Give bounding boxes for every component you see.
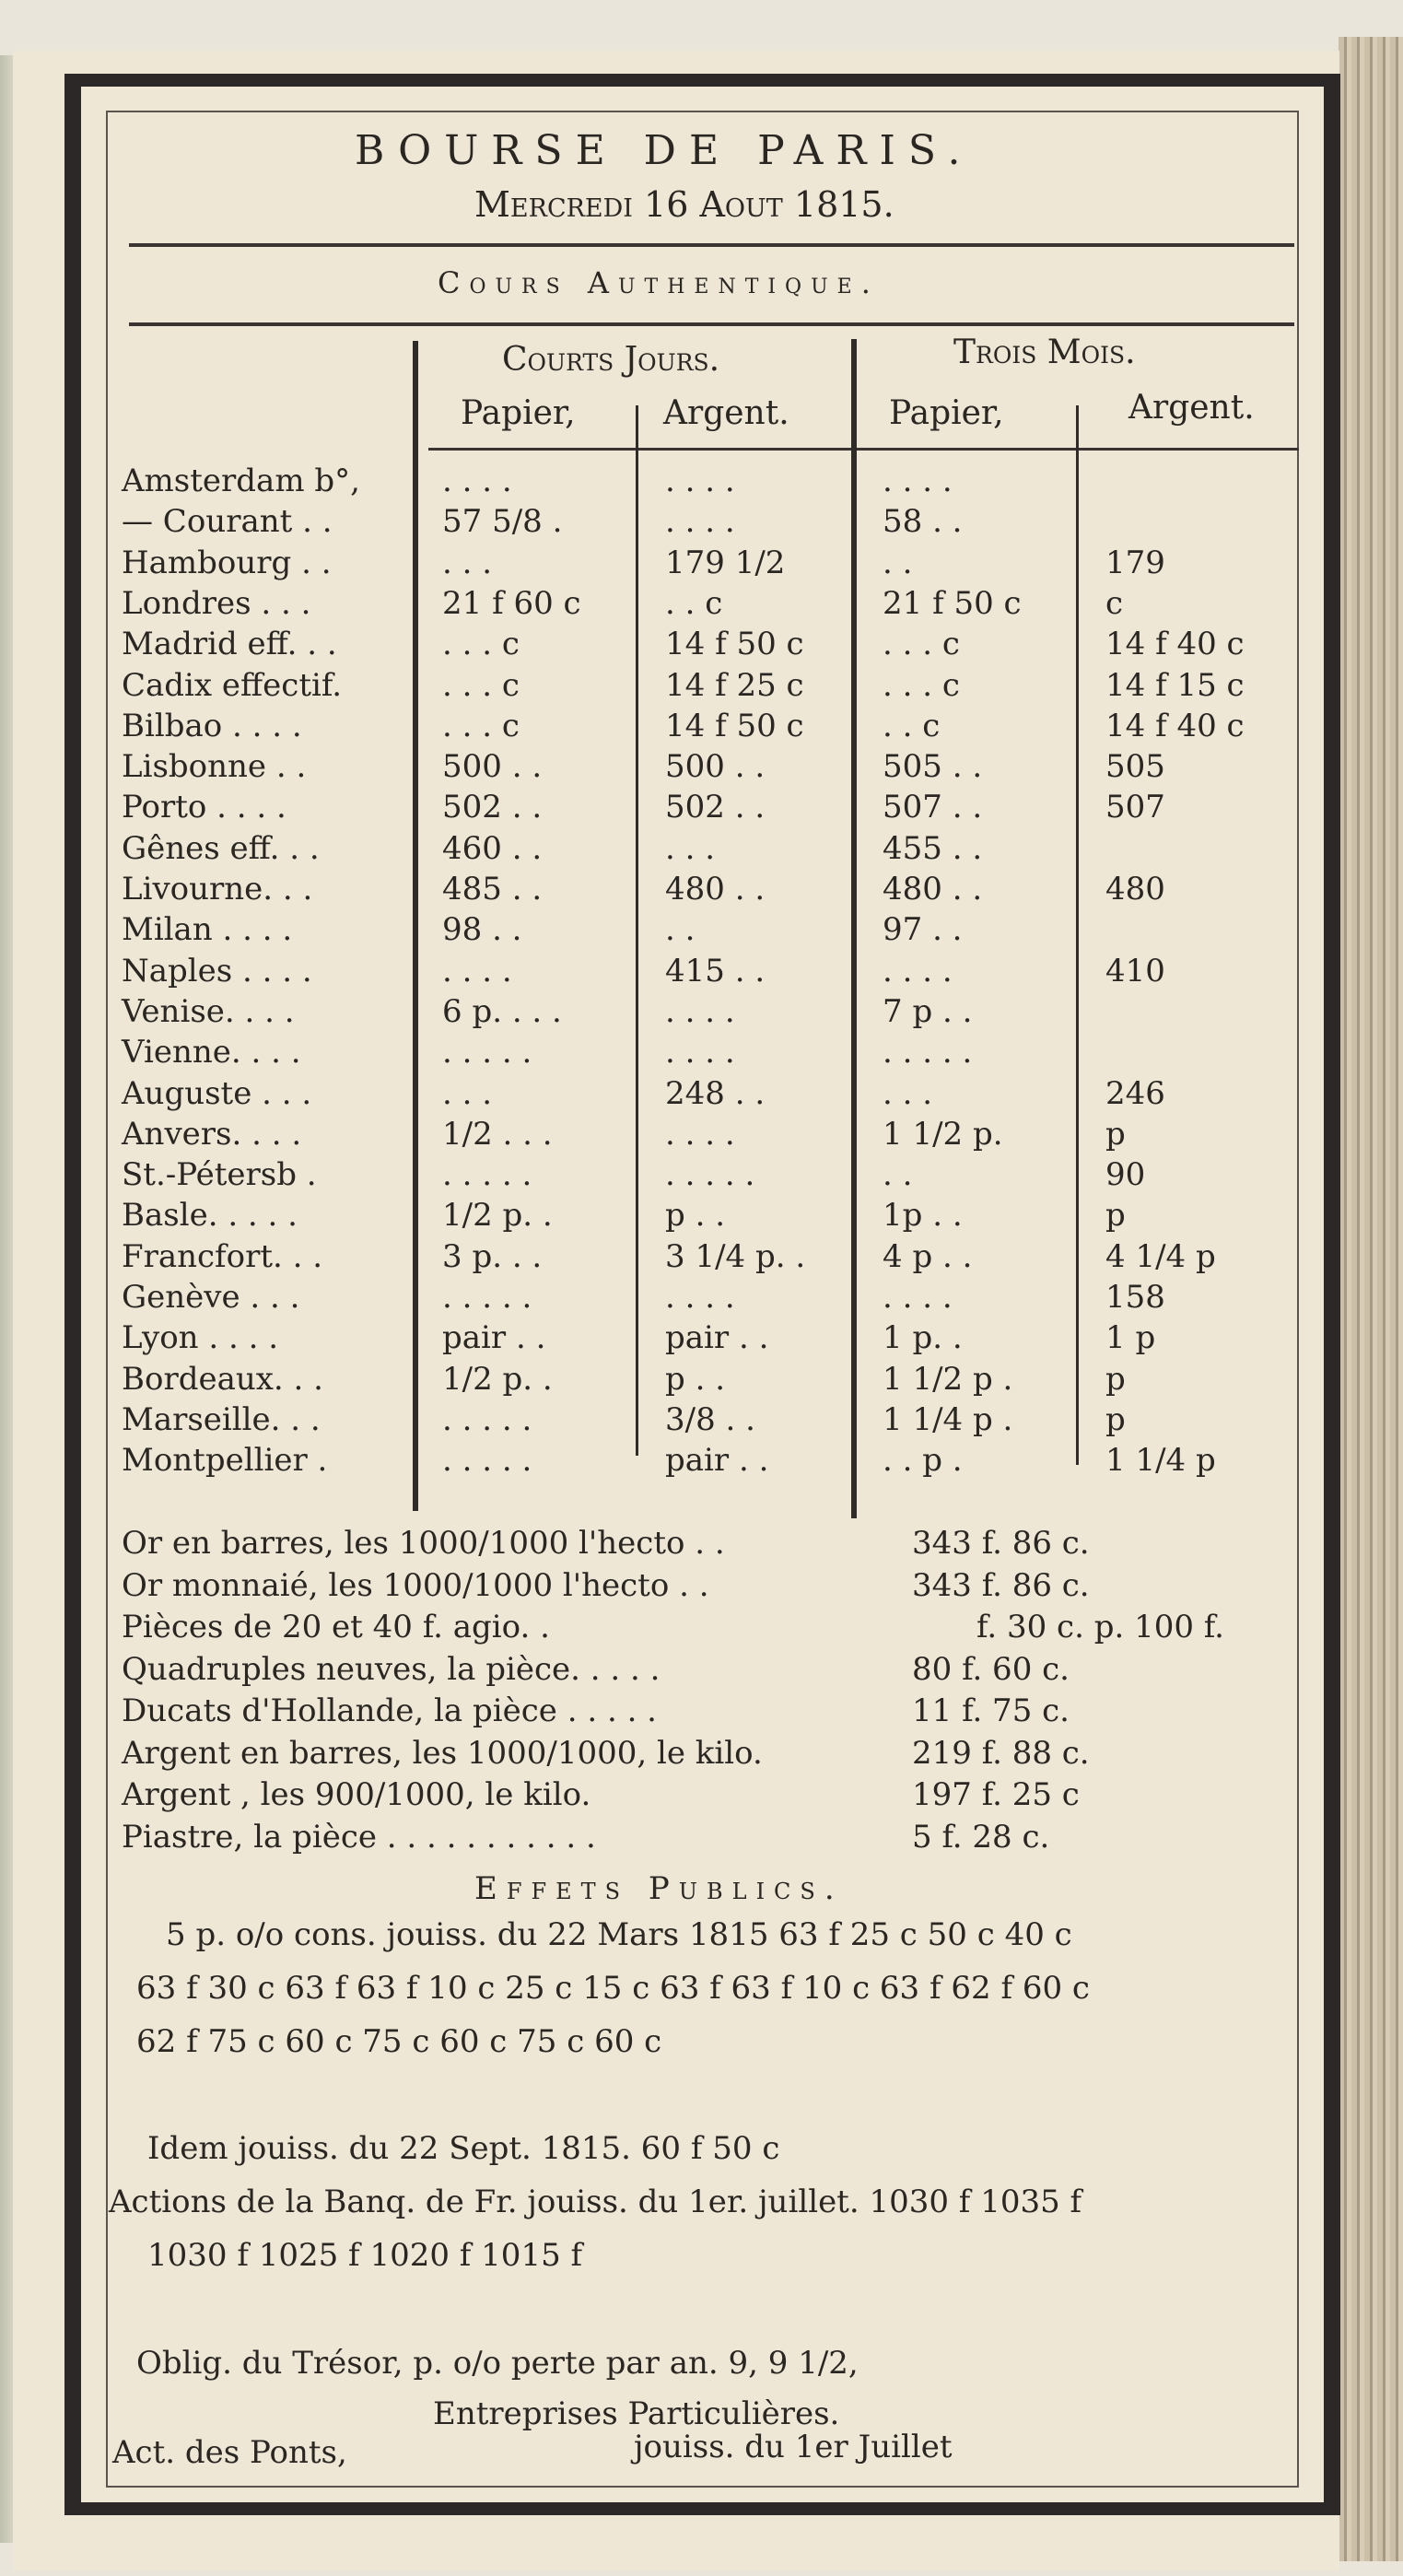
row-place-label: Amsterdam b°,	[122, 463, 360, 499]
metal-value: f. 30 c. p. 100 f.	[976, 1609, 1224, 1645]
row-cell-c4: p	[1105, 1115, 1126, 1153]
metal-label: Piastre, la pièce . . . . . . . . . . .	[122, 1818, 596, 1856]
metal-value: 80 f. 60 c.	[912, 1650, 1070, 1688]
row-cell-c1: 98 . .	[442, 911, 522, 949]
row-cell-c2: 500 . .	[665, 748, 766, 786]
row-cell-c1: . . . c	[442, 707, 520, 744]
row-cell-c2: . . . .	[665, 1034, 735, 1071]
page-date: Mercredi 16 Aout 1815.	[474, 184, 894, 225]
row-place-label: Londres . . .	[122, 584, 311, 622]
row-cell-c3: 455 . .	[883, 829, 983, 867]
sub-papier-2: Papier,	[889, 394, 1004, 432]
metal-value: 5 f. 28 c.	[912, 1818, 1050, 1856]
row-cell-c3: . .	[883, 544, 913, 581]
row-cell-c4: 4 1/4 p	[1105, 1237, 1216, 1275]
row-cell-c4: 410	[1105, 952, 1165, 989]
row-place-label: Basle. . . . .	[122, 1197, 298, 1235]
row-cell-c3: 1p . .	[883, 1197, 963, 1235]
row-cell-c3: . . . .	[883, 463, 953, 499]
row-place-label: Francfort. . .	[122, 1237, 323, 1275]
row-cell-c4: 507	[1105, 789, 1165, 826]
row-cell-c4: 179	[1105, 544, 1165, 581]
row-cell-c4: 505	[1105, 748, 1165, 786]
row-cell-c3: . . . .	[883, 952, 953, 989]
effets-line-2: 63 f 30 c 63 f 63 f 10 c 25 c 15 c 63 f 63 f 10 c 63 f 62 f 60 c	[136, 1970, 1090, 2007]
sub-papier-1: Papier,	[461, 394, 576, 432]
metal-label: Argent en barres, les 1000/1000, le kilo.	[122, 1734, 763, 1772]
effets-line-3: 62 f 75 c 60 c 75 c 60 c 75 c 60 c	[136, 2023, 662, 2060]
row-cell-c2: pair . .	[665, 1442, 769, 1480]
row-place-label: St.-Pétersb .	[122, 1156, 317, 1194]
effets-line-7: Oblig. du Trésor, p. o/o perte par an. 9, 9 1/2,	[136, 2345, 859, 2382]
row-cell-c3: . . p .	[883, 1442, 963, 1480]
group-trois-mois: Trois Mois.	[953, 334, 1136, 371]
row-cell-c2: p . .	[665, 1197, 725, 1235]
row-place-label: Montpellier .	[122, 1442, 328, 1480]
row-place-label: Livourne. . .	[122, 871, 313, 907]
row-place-label: Venise. . . .	[122, 992, 295, 1030]
metal-label: Ducats d'Hollande, la pièce . . . . .	[122, 1692, 657, 1729]
row-cell-c1: . . . . .	[442, 1034, 532, 1071]
row-cell-c3: 1 1/2 p.	[883, 1115, 1003, 1153]
row-cell-c2: 3 1/4 p. .	[665, 1237, 806, 1275]
metal-value: 219 f. 88 c.	[912, 1734, 1090, 1772]
effets-title: Effets Publics.	[474, 1870, 844, 1907]
row-cell-c4: c	[1105, 584, 1124, 622]
effets-line-4: Idem jouiss. du 22 Sept. 1815. 60 f 50 c	[147, 2130, 780, 2167]
row-cell-c2: . . . .	[665, 503, 735, 541]
row-cell-c2: . . .	[665, 829, 716, 867]
row-place-label: Madrid eff. . .	[122, 626, 337, 663]
row-cell-c3: 7 p . .	[883, 992, 973, 1030]
subheader-rule	[428, 448, 1299, 451]
row-cell-c1: . . . .	[442, 463, 512, 499]
row-cell-c2: 415 . .	[665, 952, 766, 989]
row-cell-c1: . . . c	[442, 626, 520, 663]
row-cell-c2: 14 f 50 c	[665, 707, 804, 744]
row-cell-c3: 1 1/2 p .	[883, 1360, 1013, 1398]
row-cell-c3: . . . .	[883, 1279, 953, 1316]
row-cell-c4: 90	[1105, 1156, 1146, 1194]
row-cell-c2: 480 . .	[665, 871, 766, 907]
row-place-label: Bordeaux. . .	[122, 1360, 323, 1398]
sub-argent-2: Argent.	[1128, 389, 1255, 427]
row-cell-c1: . . .	[442, 544, 493, 581]
row-cell-c4: p	[1105, 1197, 1126, 1235]
act-ponts-jouiss: jouiss. du 1er Juillet	[634, 2429, 953, 2465]
column-divider-2	[636, 405, 638, 1456]
metal-label: Quadruples neuves, la pièce. . . . .	[122, 1650, 661, 1688]
row-cell-c2: 14 f 50 c	[665, 626, 804, 663]
row-cell-c2: 248 . .	[665, 1074, 766, 1112]
row-cell-c2: . . . .	[665, 463, 735, 499]
effets-line-5: Actions de la Banq. de Fr. jouiss. du 1er. juillet. 1030 f 1035 f	[109, 2184, 1082, 2220]
row-cell-c1: 1/2 p. .	[442, 1360, 553, 1398]
metal-label: Argent , les 900/1000, le kilo.	[122, 1776, 591, 1813]
row-cell-c3: . . . c	[883, 626, 960, 663]
page-title: BOURSE DE PARIS.	[355, 127, 974, 174]
row-place-label: Bilbao . . . .	[122, 707, 302, 744]
row-cell-c3: 97 . .	[883, 911, 963, 949]
group-courts-jours: Courts Jours.	[502, 341, 720, 379]
row-cell-c3: . . . c	[883, 666, 960, 704]
row-cell-c3: 4 p . .	[883, 1237, 973, 1275]
effets-line-6: 1030 f 1025 f 1020 f 1015 f	[147, 2237, 583, 2274]
metal-label: Or en barres, les 1000/1000 l'hecto . .	[122, 1525, 725, 1562]
metal-value: 343 f. 86 c.	[912, 1566, 1090, 1604]
row-cell-c1: . . . .	[442, 952, 512, 989]
row-cell-c3: 1 p. .	[883, 1319, 963, 1357]
row-cell-c4: p	[1105, 1360, 1126, 1398]
row-cell-c2: . . . .	[665, 992, 735, 1030]
metal-label: Pièces de 20 et 40 f. agio. .	[122, 1609, 550, 1645]
row-cell-c1: 6 p. . . .	[442, 992, 562, 1030]
row-cell-c1: 502 . .	[442, 789, 543, 826]
row-cell-c3: 58 . .	[883, 503, 963, 541]
row-cell-c1: 57 5/8 .	[442, 503, 563, 541]
row-cell-c4: 14 f 40 c	[1105, 626, 1245, 663]
row-cell-c1: pair . .	[442, 1319, 546, 1357]
row-cell-c2: . .	[665, 911, 696, 949]
row-place-label: Anvers. . . .	[122, 1115, 302, 1153]
row-cell-c3: . .	[883, 1156, 913, 1194]
column-divider-1	[413, 341, 418, 1511]
row-cell-c1: 1/2 p. .	[442, 1197, 553, 1235]
row-cell-c4: 246	[1105, 1074, 1165, 1112]
row-place-label: Lisbonne . .	[122, 748, 307, 786]
row-cell-c3: . . .	[883, 1074, 933, 1112]
metal-label: Or monnaié, les 1000/1000 l'hecto . .	[122, 1566, 709, 1604]
entreprises-title: Entreprises Particulières.	[433, 2395, 840, 2432]
row-cell-c1: 460 . .	[442, 829, 543, 867]
row-cell-c1: . . . c	[442, 666, 520, 704]
row-cell-c3: . . c	[883, 707, 941, 744]
row-cell-c4: 1 1/4 p	[1105, 1442, 1216, 1480]
row-cell-c3: 505 . .	[883, 748, 983, 786]
row-cell-c2: . . . .	[665, 1115, 735, 1153]
row-cell-c3: . . . . .	[883, 1034, 973, 1071]
row-cell-c4: 14 f 15 c	[1105, 666, 1245, 704]
row-cell-c1: 21 f 60 c	[442, 584, 581, 622]
row-cell-c4: 1 p	[1105, 1319, 1156, 1357]
row-cell-c4: 14 f 40 c	[1105, 707, 1245, 744]
row-cell-c2: 3/8 . .	[665, 1400, 755, 1438]
row-cell-c3: 507 . .	[883, 789, 983, 826]
row-cell-c2: . . c	[665, 584, 723, 622]
row-cell-c2: 14 f 25 c	[665, 666, 804, 704]
column-divider-3	[851, 339, 857, 1518]
row-cell-c1: 500 . .	[442, 748, 543, 786]
metal-value: 343 f. 86 c.	[912, 1525, 1090, 1562]
row-place-label: Porto . . . .	[122, 789, 286, 826]
section-title: Cours Authentique.	[438, 265, 880, 300]
row-place-label: Lyon . . . .	[122, 1319, 279, 1357]
row-cell-c1: . . . . .	[442, 1279, 532, 1316]
row-cell-c1: 3 p. . .	[442, 1237, 543, 1275]
metal-value: 11 f. 75 c.	[912, 1692, 1070, 1729]
row-cell-c2: . . . . .	[665, 1156, 755, 1194]
row-cell-c4: 158	[1105, 1279, 1165, 1316]
book-page-edges	[1339, 37, 1403, 2561]
effets-line-1: 5 p. o/o cons. jouiss. du 22 Mars 1815 63 f 25 c 50 c 40 c	[166, 1916, 1072, 1953]
row-cell-c2: . . . .	[665, 1279, 735, 1316]
row-place-label: Naples . . . .	[122, 952, 312, 989]
row-cell-c2: pair . .	[665, 1319, 769, 1357]
sub-argent-1: Argent.	[663, 394, 789, 432]
act-ponts-label: Act. des Ponts,	[112, 2434, 347, 2471]
row-place-label: Milan . . . .	[122, 911, 293, 949]
header-rule	[129, 243, 1294, 247]
row-cell-c4: 480	[1105, 871, 1165, 907]
row-cell-c3: 21 f 50 c	[883, 584, 1022, 622]
row-place-label: — Courant . .	[122, 503, 333, 541]
row-place-label: Marseille. . .	[122, 1400, 321, 1438]
row-cell-c1: . . .	[442, 1074, 493, 1112]
row-place-label: Hambourg . .	[122, 544, 332, 581]
row-cell-c1: . . . . .	[442, 1442, 532, 1480]
row-cell-c2: 502 . .	[665, 789, 766, 826]
row-place-label: Gênes eff. . .	[122, 829, 320, 867]
row-cell-c3: 480 . .	[883, 871, 983, 907]
row-place-label: Vienne. . . .	[122, 1034, 301, 1071]
metal-value: 197 f. 25 c	[912, 1776, 1080, 1813]
row-cell-c1: . . . . .	[442, 1400, 532, 1438]
row-cell-c4: p	[1105, 1400, 1126, 1438]
row-cell-c1: 1/2 . . .	[442, 1115, 553, 1153]
row-place-label: Genève . . .	[122, 1279, 300, 1316]
row-place-label: Cadix effectif.	[122, 666, 343, 704]
row-cell-c3: 1 1/4 p .	[883, 1400, 1013, 1438]
row-cell-c2: p . .	[665, 1360, 725, 1398]
row-cell-c1: 485 . .	[442, 871, 543, 907]
column-divider-4	[1076, 405, 1079, 1465]
row-cell-c2: 179 1/2	[665, 544, 786, 581]
section-rule	[129, 322, 1294, 326]
row-cell-c1: . . . . .	[442, 1156, 532, 1194]
row-place-label: Auguste . . .	[122, 1074, 312, 1112]
